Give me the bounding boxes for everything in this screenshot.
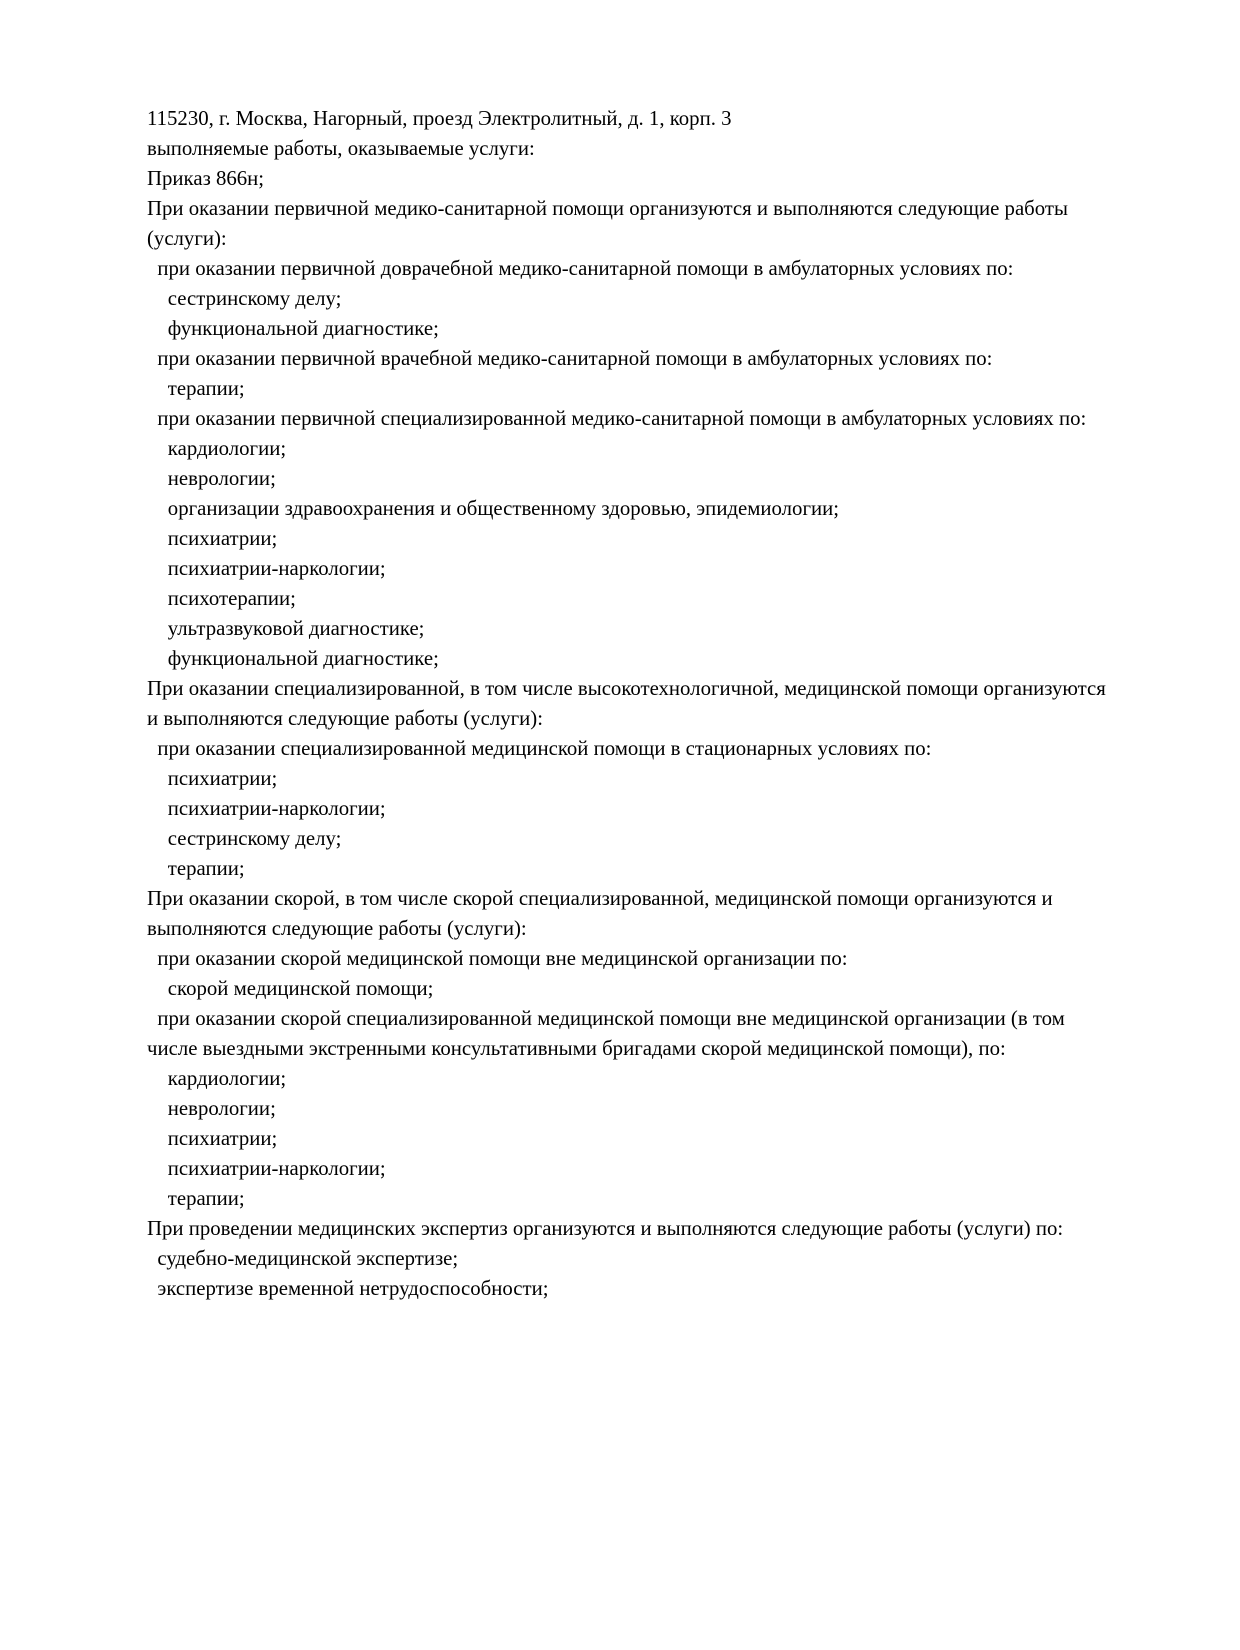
document-line: сестринскому делу; (147, 287, 342, 310)
document-line: при оказании первичной доврачебной медико-санитарной помощи в амбулаторных условиях по: (147, 257, 1014, 280)
license-works-text (147, 104, 1110, 1304)
document-line: функциональной диагностике; (147, 317, 439, 340)
document-line: экспертизе временной нетрудоспособности; (147, 1277, 549, 1300)
document-line: судебно-медицинской экспертизе; (147, 1247, 459, 1270)
document-line: при оказании первичной врачебной медико-санитарной помощи в амбулаторных условиях по: (147, 347, 993, 370)
document-line: сестринскому делу; (147, 827, 342, 850)
document-line: психиатрии; (147, 767, 278, 790)
document-line: психотерапии; (147, 587, 296, 610)
document-line: Приказ 866н; (147, 167, 265, 190)
document-line: при оказании скорой медицинской помощи вне медицинской организации по: (147, 947, 848, 970)
document-line: организации здравоохранения и общественному здоровью, эпидемиологии; (147, 497, 840, 520)
document-line: терапии; (147, 1187, 245, 1210)
document-line: При оказании скорой, в том числе скорой специализированной, медицинской помощи организуются и выполняются следующие работы (услуги): (147, 887, 1058, 940)
document-line: психиатрии-наркологии; (147, 797, 386, 820)
document-line: терапии; (147, 377, 245, 400)
document-line: скорой медицинской помощи; (147, 977, 434, 1000)
document-line: терапии; (147, 857, 245, 880)
document-line: ультразвуковой диагностике; (147, 617, 425, 640)
document-line: психиатрии-наркологии; (147, 1157, 386, 1180)
document-line: выполняемые работы, оказываемые услуги: (147, 137, 535, 160)
document-line: при оказании специализированной медицинской помощи в стационарных условиях по: (147, 737, 932, 760)
document-line: кардиологии; (147, 1067, 287, 1090)
document-line: неврологии; (147, 467, 276, 490)
document-line: при оказании первичной специализированной медико-санитарной помощи в амбулаторных условиях по: (147, 407, 1087, 430)
document-line: психиатрии-наркологии; (147, 557, 386, 580)
document-line: кардиологии; (147, 437, 287, 460)
document-line: При оказании специализированной, в том числе высокотехнологичной, медицинской помощи организуются и выполняются следующие работы (услуги): (147, 677, 1111, 730)
document-line: неврологии; (147, 1097, 276, 1120)
document-line: функциональной диагностике; (147, 647, 439, 670)
document-line: При проведении медицинских экспертиз организуются и выполняются следующие работы (услуги) по: (147, 1217, 1064, 1240)
document-line: при оказании скорой специализированной медицинской помощи вне медицинской организации (в том числе выездными экстренными консультативными бригадами скорой медицинской помощи), по: (147, 1007, 1071, 1060)
document-line: психиатрии; (147, 527, 278, 550)
document-line: При оказании первичной медико-санитарной помощи организуются и выполняются следующие работы (услуги): (147, 197, 1074, 250)
document-line: 115230, г. Москва, Нагорный, проезд Электролитный, д. 1, корп. 3 (147, 107, 732, 130)
document-line: психиатрии; (147, 1127, 278, 1150)
